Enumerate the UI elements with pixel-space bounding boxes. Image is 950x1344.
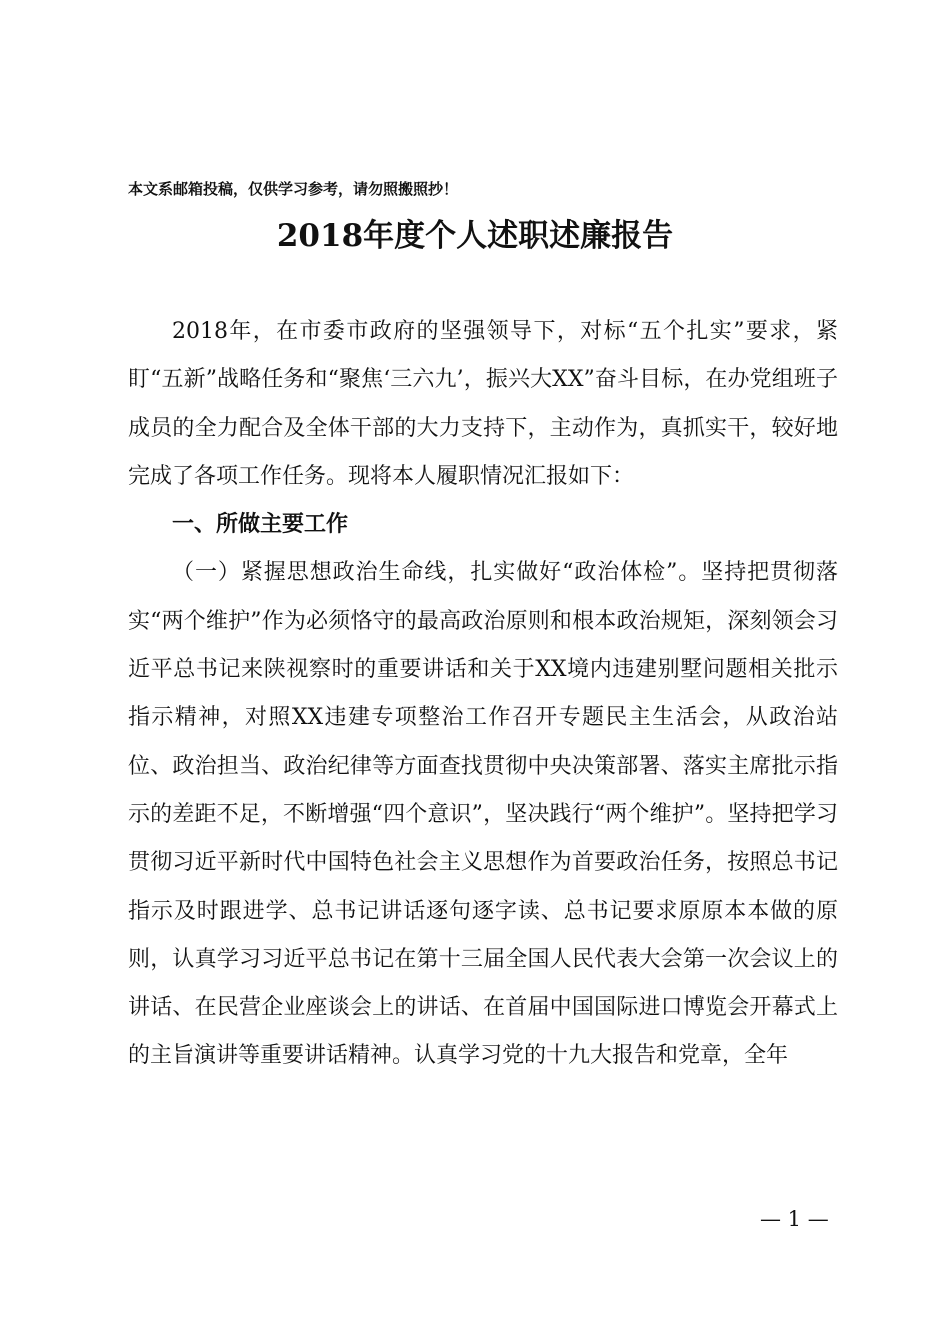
copyright-notice: 本文系邮箱投稿，仅供学习参考，请勿照搬照抄！ <box>128 180 459 198</box>
page-number: — 1 — <box>760 1207 829 1231</box>
intro-paragraph: 2018年，在市委市政府的坚强领导下，对标“五个扎实”要求，紧盯“五新”战略任务和“聚焦‘三六九’，振兴大XX”奋斗目标，在办党组班子成员的全力配合及全体干部的大力支持下，主动作为，真抓实干，较好地完成了各项工作任务。现将本人履职情况汇报如下： <box>128 319 838 489</box>
subsection-paragraph: （一）紧握思想政治生命线，扎实做好“政治体检”。坚持把贯彻落实“两个维护”作为必须恪守的最高政治原则和根本政治规矩，深刻领会习近平总书记来陕视察时的重要讲话和关于XX境内违建别墅问题相关批示指示精神，对照XX违建专项整治工作召开专题民主生活会，从政治站位、政治担当、政治纪律等方面查找贯彻中央决策部署、落实主席批示指示的差距不足，不断增强“四个意识”，坚决践行“两个维护”。坚持把学习贯彻习近平新时代中国特色社会主义思想作为首要政治任务，按照总书记指示及时跟进学、总书记讲话逐句逐字读、总书记要求原原本本做的原则，认真学习习近平总书记在第十三届全国人民代表大会第一次会议上的讲话、在民营企业座谈会上的讲话、在首届中国国际进口博览会开幕式上的主旨演讲等重要讲话精神。认真学习党的十九大报告和党章，全年 <box>128 560 838 1069</box>
section-heading: 一、所做主要工作 <box>172 512 349 538</box>
document-body <box>128 308 838 1081</box>
page-title: 2018年度个人述职述廉报告 <box>276 218 674 254</box>
